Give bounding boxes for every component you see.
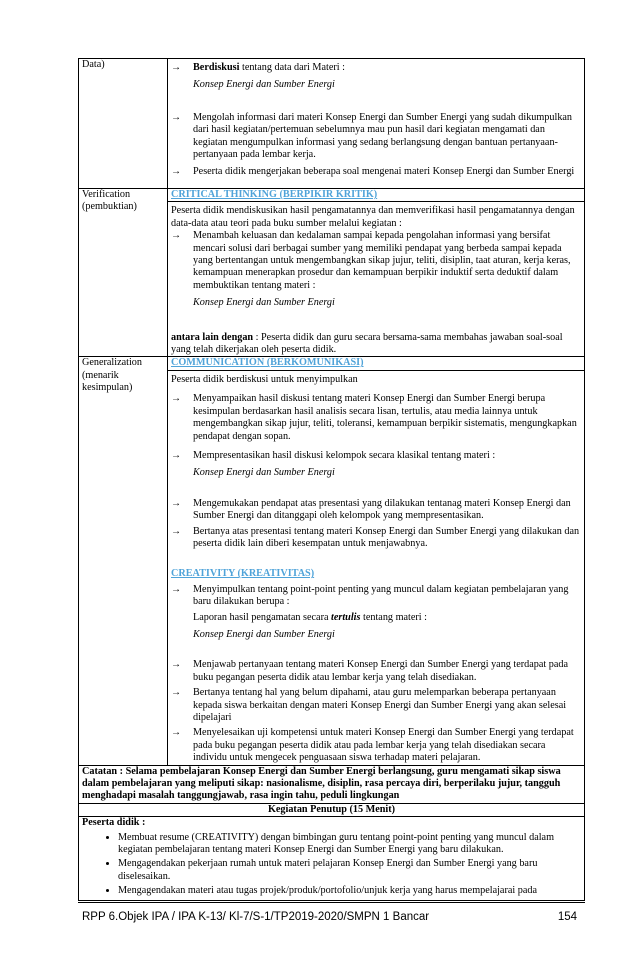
arrow-icon: → <box>171 727 182 739</box>
row-verification <box>79 189 585 357</box>
document-page <box>78 58 585 901</box>
page-footer <box>78 902 585 923</box>
row-catatan <box>79 765 585 803</box>
arrow-icon: → <box>171 393 182 405</box>
topic-text: Konsep Energi dan Sumber Energi <box>193 467 335 479</box>
row-label: Verification (pembuktian) <box>79 189 168 357</box>
arrow-icon: → <box>171 659 182 671</box>
page-number: 154 <box>557 911 577 923</box>
catatan-note: Catatan : Selama pembelajaran Konsep Energi dan Sumber Energi berlangsung, guru mengamati sikap siswa dalam pembelajaran yang meliputi sikap: nasionalisme, disiplin, rasa percaya diri, berperilaku jujur, tangguh menghadapi masalah tanggungjawab, rasa ingin tahu, peduli lingkungan <box>79 765 585 803</box>
section-heading-critical-thinking: CRITICAL THINKING (BERPIKIR KRITIK) <box>171 189 378 200</box>
arrow-icon: → <box>171 687 182 699</box>
row-label: Data) <box>79 59 168 189</box>
penutup-content: Peserta didik : • Membuat resume (CREATIVITY) dengan bimbingan guru tentang point-point penting yang muncul dalam kegiatan pembelajaran tentang materi Konsep Energi dan Sumber Energi yang baru dilakukan. • Mengagendakan pekerjaan rumah untuk materi pelajaran Konsep Energi dan Sumber Energi yang baru diselesaikan. • Mengagendakan materi atau tugas projek/produk/portofolio/unjuk kerja yang harus mempelajarai pada <box>79 817 585 900</box>
list-item: • Mengagendakan materi atau tugas projek/produk/portofolio/unjuk kerja yang harus mempelajarai pada <box>118 885 581 897</box>
arrow-icon: → <box>171 166 182 178</box>
row-content: CRITICAL THINKING (BERPIKIR KRITIK) Peserta didik mendiskusikan hasil pengamatannya dan memverifikasi hasil pengamatannya dengan data-data atau teori pada buku sumber melalui kegiatan : → Menambah keluasan dan kedalaman sampai kepada pengolahan informasi yang bersifat mencari solusi dari berbagai sumber yang memiliki pendapat yang berbeda sampai kepada yang bertentangan untuk mengembangkan sikap jujur, teliti, disiplin, taat aturan, kerja keras, kemampuan menerapkan prosedur dan kemampuan berpikir induktif serta deduktif dalam membuktikan tentang materi : Konsep Energi dan Sumber Energi antara lain dengan : Peserta didik dan guru secara bersama-sama membahas jawaban soal-soal yang telah dikerjakan oleh peserta didik. <box>168 189 585 357</box>
row-penutup <box>79 817 585 900</box>
penutup-list <box>82 832 581 898</box>
arrow-icon: → <box>171 230 182 242</box>
section-heading-creativity: CREATIVITY (KREATIVITAS) <box>171 568 315 580</box>
footer-text: RPP 6.Objek IPA / IPA K-13/ Kl-7/S-1/TP2019-2020/SMPN 1 Bancar <box>82 911 430 923</box>
topic-text: Konsep Energi dan Sumber Energi <box>193 297 335 309</box>
topic-text: Konsep Energi dan Sumber Energi <box>193 628 335 640</box>
row-data <box>79 59 585 189</box>
penutup-title: Kegiatan Penutup (15 Menit) <box>79 803 585 816</box>
row-penutup-title <box>79 803 585 816</box>
arrow-icon: → <box>171 497 182 509</box>
row-content: COMMUNICATION (BERKOMUNIKASI) Peserta didik berdiskusi untuk menyimpulkan → Menyampaikan hasil diskusi tentang materi Konsep Energi dan Sumber Energi berupa kesimpulan berdasarkan hasil analisis secara lisan, tertulis, atau media lainnya untuk mengembangkan sikap jujur, teliti, toleransi, kemampuan berpikir sistematis, mengungkapkan pendapat dengan sopan. → Mempresentasikan hasil diskusi kelompok secara klasikal tentang materi : Konsep Energi dan Sumber Energi → Mengemukakan pendapat atas presentasi yang dilakukan tentanag materi Konsep Energi dan Sumber Energi dan ditanggapi oleh kelompok yang mempresentasikan. → Bertanya atas presentasi tentang materi Konsep Energi dan Sumber Energi yang dilakukan dan peserta didik lain diberi kesempatan untuk menjawabnya. CREATIVITY (KREATIVITAS) → Menyimpulkan tentang point-point penting yang muncul dalam kegiatan pembelajaran yang baru dilakukan berupa : Laporan hasil pengamatan secara tertulis tentang materi : Konsep Energi dan Sumber Energi → Menjawab pertanyaan tentang materi Konsep Energi dan Sumber Energi yang terdapat pada buku pegangan peserta didik atau lembar kerja yang telah disediakan. → Bertanya tentang hal yang belum dipahami, atau guru melemparkan beberapa pertanyaan kepada siswa berkaitan dengan materi Konsep Energi dan Sumber Energi yang akan selesai dipelajari → Menyelesaikan uji kompetensi untuk materi Konsep Energi dan Sumber Energi yang terdapat pada buku pegangan peserta didik atau pada lembar kerja yang telah disediakan secara individu untuk mengecek penguasaan siswa terhadap materi pelajaran. <box>168 357 585 765</box>
row-generalization <box>79 357 585 765</box>
arrow-icon: → <box>171 525 182 537</box>
arrow-icon: → <box>171 449 182 461</box>
topic-text: Konsep Energi dan Sumber Energi <box>193 79 335 91</box>
arrow-icon: → <box>171 583 182 595</box>
section-heading-communication: COMMUNICATION (BERKOMUNIKASI) <box>171 357 364 369</box>
list-item: • Mengagendakan pekerjaan rumah untuk materi pelajaran Konsep Energi dan Sumber Energi yang baru diselesaikan. <box>118 858 581 883</box>
arrow-icon: → <box>171 62 182 73</box>
row-label: Generalization (menarik kesimpulan) <box>79 357 168 765</box>
row-content: → Berdiskusi tentang data dari Materi : Konsep Energi dan Sumber Energi → Mengolah informasi dari materi Konsep Energi dan Sumber Energi yang sudah dikumpulkan dari hasil kegiatan/pertemuan sebelumnya mau pun hasil dari kegiatan mengamati dan kegiatan mengumpulkan informasi yang sedang berlangsung dengan bantuan pertanyaan-pertanyaan pada lembar kerja. → Peserta didik mengerjakan beberapa soal mengenai materi Konsep Energi dan Sumber Energi <box>168 59 585 189</box>
list-item: • Membuat resume (CREATIVITY) dengan bimbingan guru tentang point-point penting yang muncul dalam kegiatan pembelajaran tentang materi Konsep Energi dan Sumber Energi yang baru dilakukan. <box>118 832 581 857</box>
lesson-table <box>78 58 585 901</box>
arrow-icon: → <box>171 111 182 123</box>
